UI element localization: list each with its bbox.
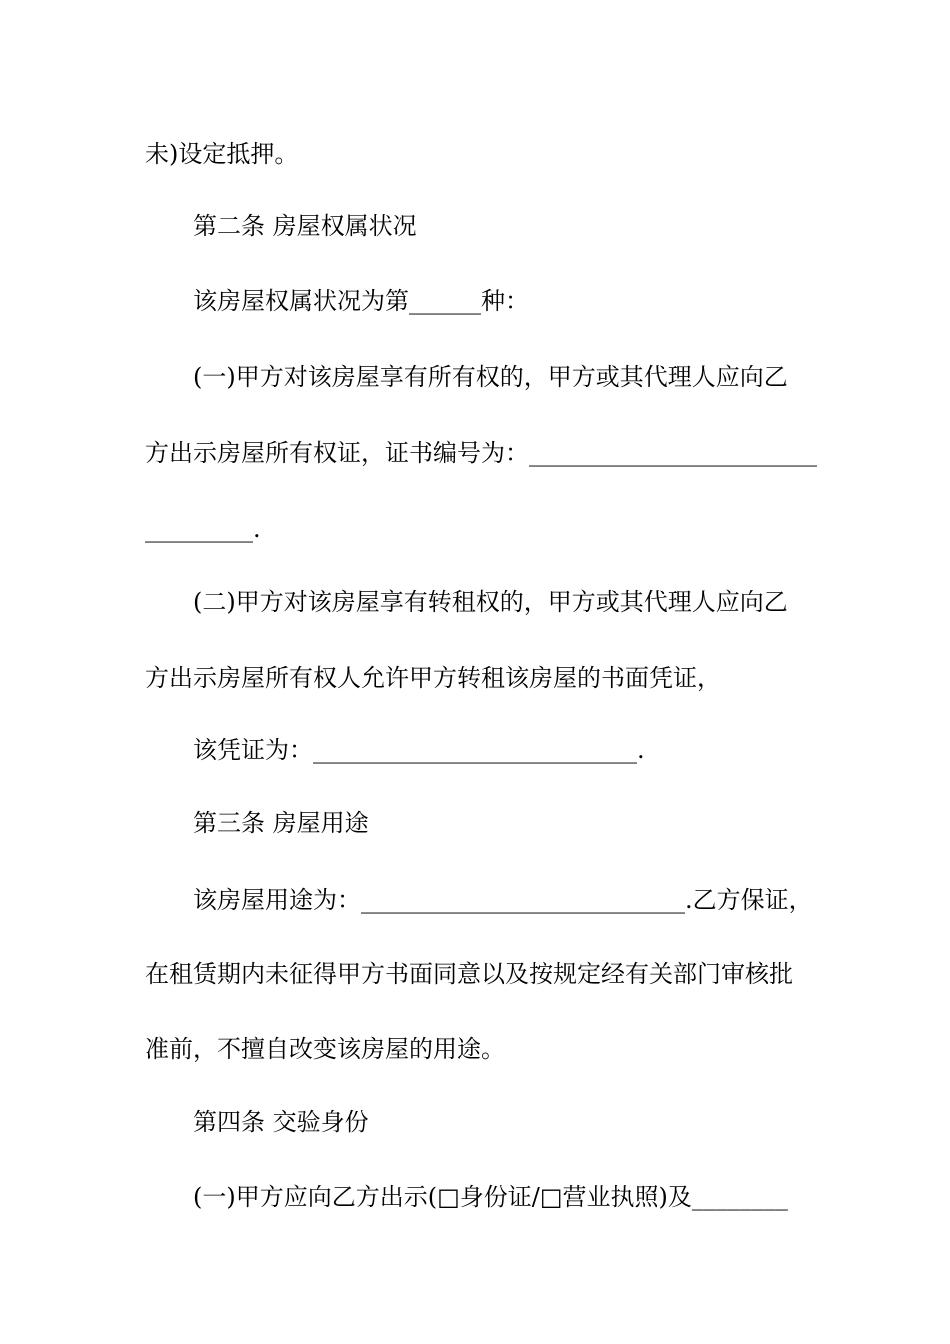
text-line-usage-guarantee: 在租赁期内未征得甲方书面同意以及按规定经有关部门审核批	[145, 960, 793, 988]
text-line-blank-continuation: _________.	[145, 515, 261, 543]
text-line-usage-guarantee-end: 准前，不擅自改变该房屋的用途。	[145, 1035, 505, 1063]
text-line-clause-continuation: 未)设定抵押。	[145, 140, 299, 168]
text-line-certificate-number: 方出示房屋所有权证，证书编号为：________________________	[145, 439, 817, 467]
text-line-sublease-proof: 方出示房屋所有权人允许甲方转租该房屋的书面凭证，	[145, 664, 721, 692]
text-line-proof-blank: 该凭证为：___________________________.	[193, 736, 645, 764]
article-2-heading: 第二条 房屋权属状况	[193, 212, 417, 240]
text-line-ownership-type: 该房屋权属状况为第______种：	[193, 287, 529, 315]
text-line-house-usage: 该房屋用途为：___________________________.乙方保证，	[193, 886, 813, 914]
text-line-identity-item-1: (一)甲方应向乙方出示(□身份证/□营业执照)及________	[193, 1183, 788, 1211]
article-3-heading: 第三条 房屋用途	[193, 809, 369, 837]
article-4-heading: 第四条 交验身份	[193, 1108, 369, 1136]
text-line-ownership-item-1: (一)甲方对该房屋享有所有权的，甲方或其代理人应向乙	[193, 363, 788, 391]
text-line-ownership-item-2: (二)甲方对该房屋享有转租权的，甲方或其代理人应向乙	[193, 588, 788, 616]
